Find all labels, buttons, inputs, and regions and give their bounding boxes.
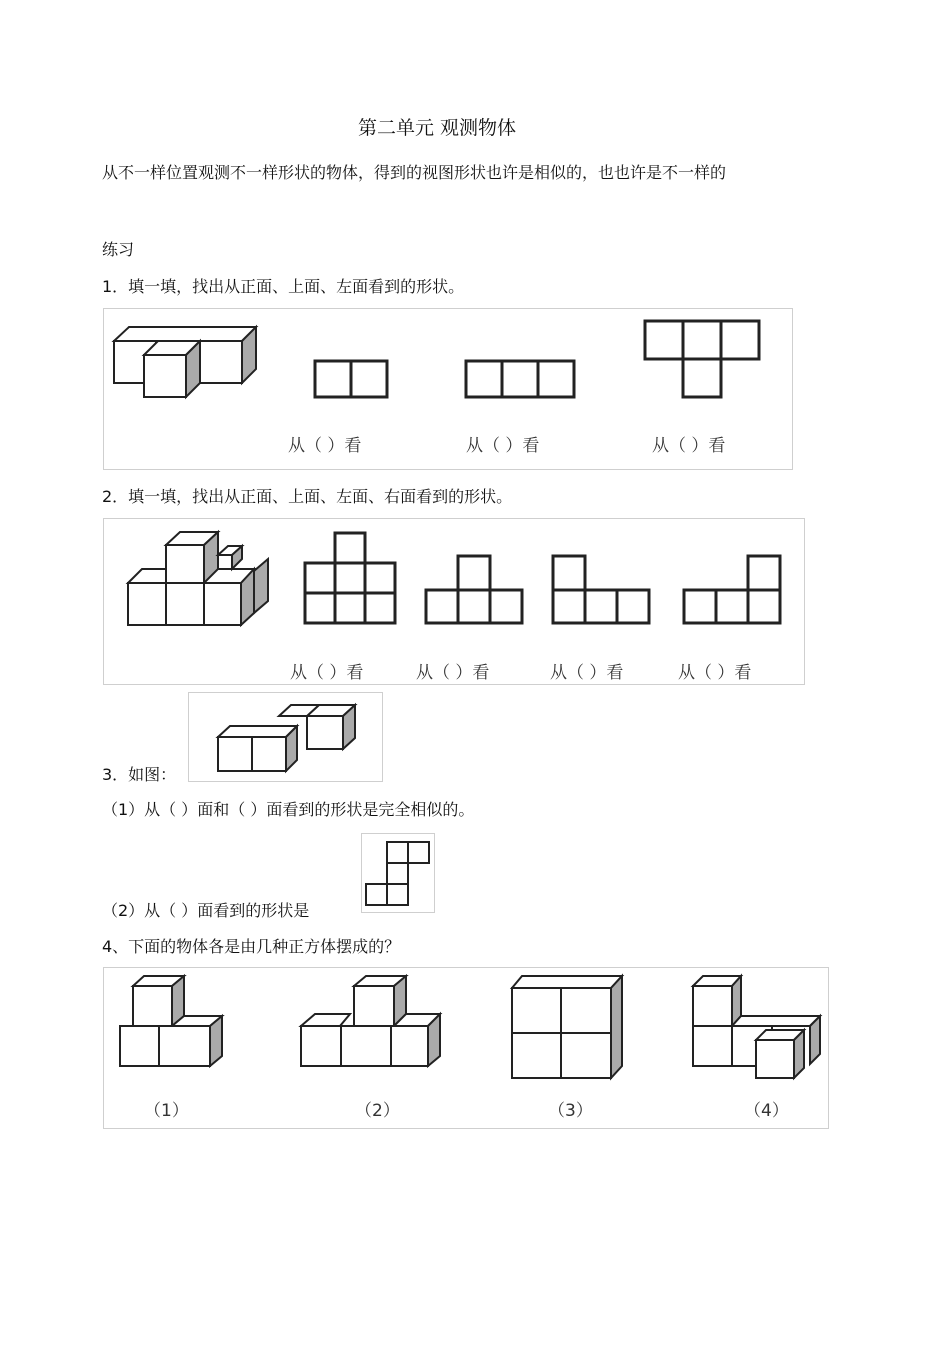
- question-3-part-2: （2）从（ ）面看到的形状是: [102, 901, 310, 920]
- q4-label-3: （3）: [548, 1101, 593, 1121]
- question-3-drawing: [189, 693, 382, 781]
- q4-solid-4: [693, 976, 820, 1078]
- q1-solid: [114, 327, 256, 397]
- question-3-view-figure: [361, 833, 435, 913]
- q1-label-3: 从（ ）看: [652, 436, 726, 456]
- question-3-view-drawing: [362, 834, 434, 912]
- q3-view: [366, 842, 429, 905]
- q2-label-1: 从（ ）看: [290, 663, 364, 683]
- q2-view-2: [426, 556, 522, 623]
- q4-label-1: （1）: [144, 1101, 189, 1121]
- q2-solid: [128, 532, 268, 625]
- q4-solid-1: [120, 976, 222, 1066]
- q1-label-1: 从（ ）看: [288, 436, 362, 456]
- page-title: 第二单元 观测物体: [358, 117, 517, 139]
- question-3-part-1: （1）从（ ）面和（ ）面看到的形状是完全相似的。: [102, 800, 475, 819]
- q4-solid-3: [512, 976, 622, 1078]
- q2-view-4: [684, 556, 780, 623]
- q4-label-4: （4）: [744, 1101, 789, 1121]
- question-2-figure: [103, 518, 805, 685]
- q2-label-4: 从（ ）看: [678, 663, 752, 683]
- question-3-figure: [188, 692, 383, 782]
- q1-view-2: [466, 361, 574, 397]
- question-1-figure: [103, 308, 793, 470]
- question-4-drawing: [104, 968, 828, 1128]
- q4-label-2: （2）: [355, 1101, 400, 1121]
- q2-label-2: 从（ ）看: [416, 663, 490, 683]
- q2-label-3: 从（ ）看: [550, 663, 624, 683]
- question-4-text: 4、下面的物体各是由几种正方体摆成的？: [102, 937, 401, 956]
- q1-label-2: 从（ ）看: [466, 436, 540, 456]
- q3-solid: [218, 705, 355, 771]
- question-1-text: 1．填一填，找出从正面、上面、左面看到的形状。: [102, 277, 465, 296]
- question-2-text: 2．填一填，找出从正面、上面、左面、右面看到的形状。: [102, 487, 513, 506]
- q1-view-1: [315, 361, 387, 397]
- question-4-figure: [103, 967, 829, 1129]
- q4-solid-2: [301, 976, 440, 1066]
- q2-view-1: [305, 533, 395, 623]
- q2-view-3: [553, 556, 649, 623]
- practice-heading: 练习: [102, 240, 135, 259]
- question-3-text: 3．如图：: [102, 765, 177, 784]
- q1-view-3: [645, 321, 759, 397]
- intro-text: 从不一样位置观测不一样形状的物体，得到的视图形状也许是相似的，也也许是不一样的: [102, 163, 727, 182]
